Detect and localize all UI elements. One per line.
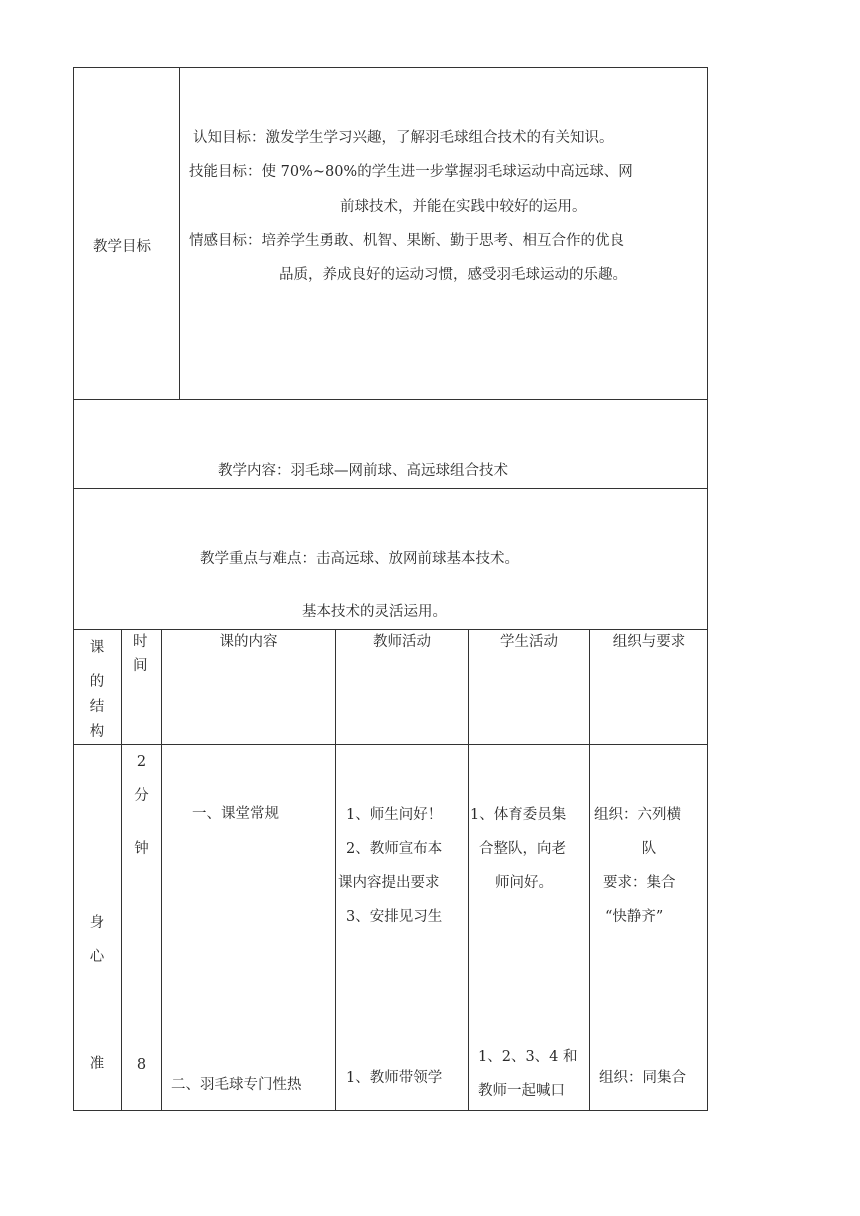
row1-org-line1: 组织：六列横 — [594, 807, 681, 823]
col-divider-4 — [468, 629, 469, 1111]
row1-org-line3: 要求：集合 — [603, 875, 676, 891]
goal-cognitive: 认知目标：激发学生学习兴趣，了解羽毛球组合技术的有关知识。 — [193, 130, 614, 146]
header-lesson-content: 课的内容 — [219, 634, 278, 650]
key-points-line2: 基本技术的灵活运用。 — [302, 604, 447, 620]
row2-content: 二、羽毛球专门性热 — [171, 1077, 302, 1093]
header-organization: 组织与要求 — [612, 634, 686, 650]
row-divider-content — [73, 488, 708, 489]
header-teacher-activity: 教师活动 — [373, 634, 431, 650]
row1-student-line3: 师问好。 — [495, 875, 553, 891]
goals-label: 教学目标 — [93, 239, 151, 255]
header-time-char-2: 间 — [133, 658, 148, 674]
header-structure-char-3: 结 — [89, 699, 105, 715]
row1-student-line1: 1、体育委员集 — [470, 807, 567, 823]
row2-student-line2: 教师一起喊口 — [478, 1083, 565, 1099]
row1-teacher-line4: 3、安排见习生 — [346, 909, 443, 925]
goal-skill-line1: 技能目标：使 70%~80%的学生进一步掌握羽毛球运动中高远球、网 — [189, 164, 633, 180]
structure-char-shen: 身 — [89, 915, 105, 931]
row2-time: 8 — [136, 1057, 147, 1073]
header-structure-char-2: 的 — [89, 674, 105, 690]
col-divider-1 — [121, 629, 122, 1111]
teaching-content: 教学内容：羽毛球—网前球、高远球组合技术 — [218, 463, 508, 479]
row1-time-unit-2: 钟 — [134, 841, 149, 857]
row1-teacher-line2: 2、教师宣布本 — [346, 841, 443, 857]
row-divider-keypoints — [73, 629, 708, 630]
header-student-activity: 学生活动 — [500, 634, 558, 650]
row2-organization: 组织：同集合 — [599, 1070, 686, 1086]
structure-char-zhun: 准 — [89, 1056, 105, 1072]
row1-time-number: 2 — [136, 754, 147, 770]
goal-emotion-line2: 品质，养成良好的运动习惯，感受羽毛球运动的乐趣。 — [279, 267, 627, 283]
row-divider-header — [73, 744, 708, 745]
row-divider-goals — [73, 399, 708, 400]
row1-content: 一、课堂常规 — [192, 806, 279, 822]
row1-org-line2: 队 — [641, 841, 657, 857]
col-divider-2 — [161, 629, 162, 1111]
row1-teacher-line1: 1、师生问好！ — [346, 807, 443, 823]
row1-time-unit-1: 分 — [134, 788, 149, 804]
col-divider-3 — [335, 629, 336, 1111]
goal-emotion-line1: 情感目标：培养学生勇敢、机智、果断、勤于思考、相互合作的优良 — [189, 233, 624, 249]
col-divider-5 — [589, 629, 590, 1111]
row1-student-line2: 合整队，向老 — [479, 841, 566, 857]
key-points-line1: 教学重点与难点：击高远球、放网前球基本技术。 — [200, 551, 519, 567]
header-structure-char-4: 构 — [89, 724, 105, 740]
structure-char-xin: 心 — [89, 949, 105, 965]
goals-divider — [179, 67, 180, 399]
header-time-char-1: 时 — [133, 634, 148, 650]
row2-teacher: 1、教师带领学 — [346, 1070, 443, 1086]
row1-teacher-line3: 课内容提出要求 — [338, 875, 440, 891]
row1-org-line4: “快静齐” — [605, 909, 664, 925]
lesson-plan-table — [73, 67, 708, 1111]
header-structure-char-1: 课 — [89, 640, 105, 656]
row2-student-line1: 1、2、3、4 和 — [478, 1049, 578, 1065]
goal-skill-line2: 前球技术，并能在实践中较好的运用。 — [340, 199, 587, 215]
